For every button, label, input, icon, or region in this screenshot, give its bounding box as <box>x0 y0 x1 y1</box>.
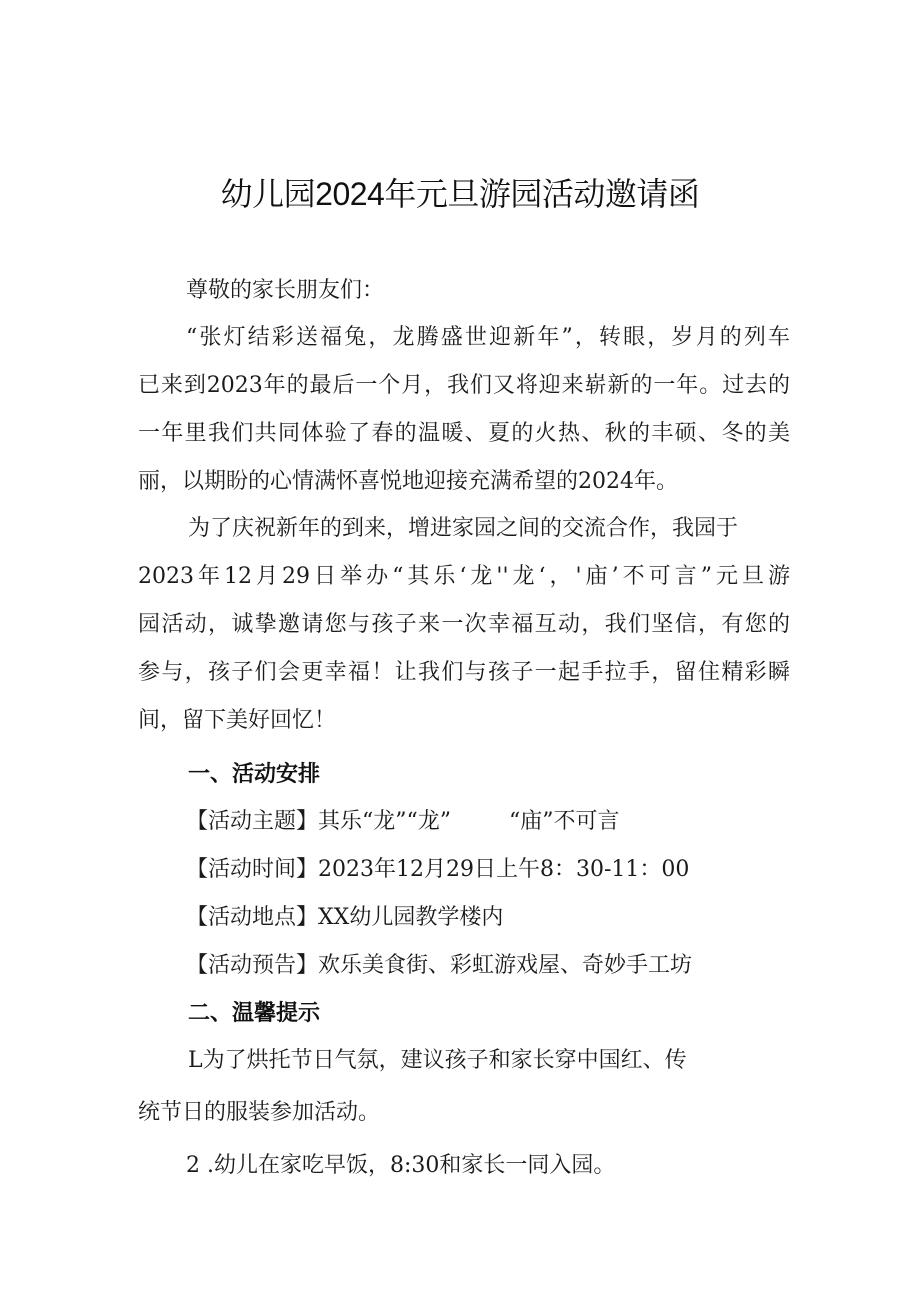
activity-location-row <box>186 903 503 933</box>
activity-theme-value-2: “庙”不可言 <box>509 809 620 834</box>
activity-location-label: 【活动地点】 <box>186 905 319 930</box>
activity-preview-label: 【活动预告】 <box>186 953 319 978</box>
paragraph2-line2: 2023年12月29日举办“其乐‘龙''龙‘，'庙’不可言”元旦游 <box>138 564 790 589</box>
activity-time-row <box>186 855 689 885</box>
activity-theme-label: 【活动主题】 <box>186 809 319 834</box>
paragraph2-line4: 参与，孩子们会更幸福！让我们与孩子一起手拉手，留住精彩瞬 <box>138 660 790 685</box>
paragraph1-line2: 已来到2023年的最后一个月，我们又将迎来崭新的一年。过去的 <box>138 373 790 398</box>
tip1-line2: 统节日的服装参加活动。 <box>138 1100 381 1125</box>
paragraph2-line5: 间，留下美好回忆！ <box>138 708 337 733</box>
paragraph1-line3: 一年里我们共同体验了春的温暖、夏的火热、秋的丰硕、冬的美 <box>138 421 790 446</box>
activity-theme-row <box>186 807 620 837</box>
tip1-line1: L为了烘托节日气氛，建议孩子和家长穿中国红、传 <box>188 1048 687 1073</box>
section2-heading: 二、温馨提示 <box>188 1001 321 1026</box>
activity-preview-row <box>186 951 692 981</box>
activity-time-label: 【活动时间】 <box>186 857 319 882</box>
activity-location-value: XX幼儿园教学楼内 <box>318 905 504 930</box>
activity-preview-value: 欢乐美食街、彩虹游戏屋、奇妙手工坊 <box>318 953 693 978</box>
salutation: 尊敬的家长朋友们： <box>186 278 385 303</box>
paragraph1-line1-text: “张灯结彩送福兔，龙腾盛世迎新年”，转眼，岁月的列车 <box>186 325 790 350</box>
section1-heading: 一、活动安排 <box>188 762 321 787</box>
paragraph1-line4: 丽，以期盼的心情满怀喜悦地迎接充满希望的2024年。 <box>138 469 678 494</box>
paragraph2-line3: 园活动，诚挚邀请您与孩子来一次幸福互动，我们坚信，有您的 <box>138 612 790 637</box>
document-title: 幼儿园2024年元旦游园活动邀请函 <box>220 176 700 212</box>
paragraph2-line1: 为了庆祝新年的到来，增进家园之间的交流合作，我园于 <box>188 516 739 541</box>
tip2: 2 .幼儿在家吃早饭，8:30和家长一同入园。 <box>186 1153 616 1178</box>
activity-time-value: 2023年12月29日上午8：30-11：00 <box>318 857 690 882</box>
paragraph1-line1 <box>138 323 790 353</box>
activity-theme-value: 其乐“龙”“龙” <box>318 809 452 834</box>
